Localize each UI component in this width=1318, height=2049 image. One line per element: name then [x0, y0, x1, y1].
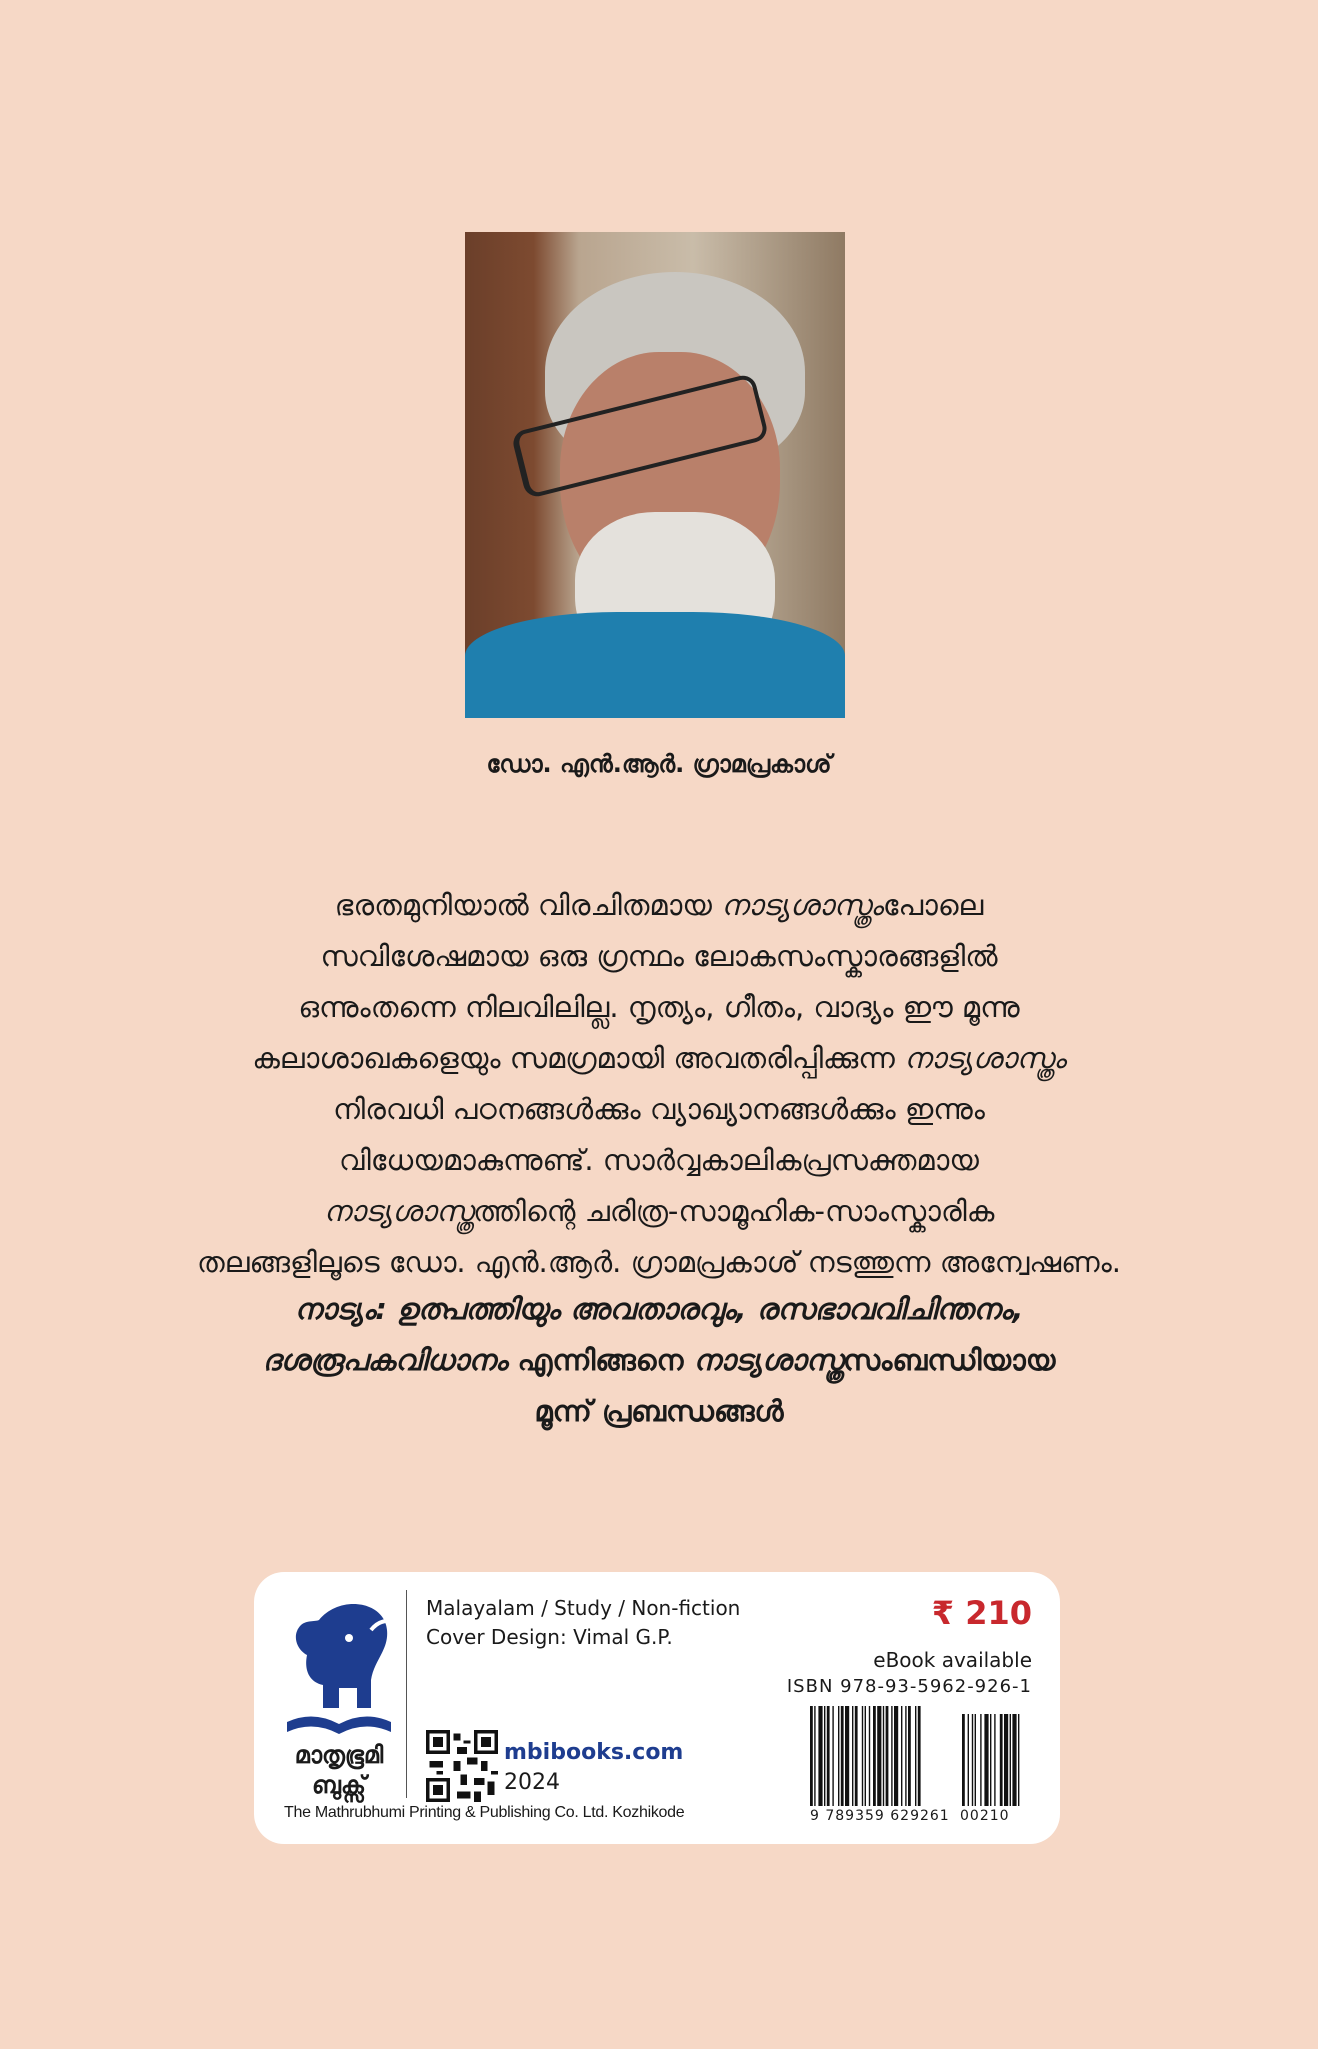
logo-wordmark: മാതൃഭൂമി ബുക്സ് — [294, 1741, 384, 1799]
book-meta — [426, 1594, 740, 1652]
price: ₹ 210 — [931, 1594, 1032, 1632]
contents-summary: നാട്യം: ഉത്പത്തിയും അവതാരവും, രസഭാവവിചിന്തനം, ദശരൂപകവിധാനം എന്നിങ്ങനെ നാട്യശാസ്ത്രസംബന്ധിയായ മൂന്ന് പ്രബന്ധങ്ങൾ — [262, 1292, 1056, 1428]
barcode-addon: 00210 — [960, 1808, 1010, 1824]
barcode-icon — [810, 1706, 1032, 1810]
category-line: Malayalam / Study / Non-fiction — [426, 1596, 741, 1620]
divider — [406, 1590, 407, 1798]
cover-design-line: Cover Design: Vimal G.P. — [426, 1625, 673, 1649]
publisher-info-box — [254, 1572, 1060, 1844]
elephant-book-logo-icon — [279, 1590, 399, 1750]
website-link: mbibooks.com — [504, 1740, 684, 1765]
publisher-name: The Mathrubhumi Printing & Publishing Co. Ltd. Kozhikode — [284, 1804, 685, 1821]
author-photo — [465, 232, 845, 718]
isbn: ISBN 978-93-5962-926-1 — [786, 1676, 1032, 1697]
qr-code-icon — [426, 1730, 498, 1802]
publication-year: 2024 — [504, 1770, 560, 1795]
barcode-number: 9 789359 629261 — [810, 1808, 950, 1824]
ebook-note: eBook available — [873, 1648, 1032, 1672]
author-caption: ഡോ. എൻ.ആർ. ഗ്രാമപ്രകാശ് — [486, 750, 832, 778]
blurb-paragraph: ഭരതമുനിയാൽ വിരചിതമായ നാട്യശാസ്ത്രംപോലെ സവിശേഷമായ ഒരു ഗ്രന്ഥം ലോകസംസ്കാരങ്ങളിൽ ഒന്നുംതന്നെ നിലവിലില്ല. നൃത്യം, ഗീതം, വാദ്യം ഈ മൂന്നു കലാശാഖകളെയും സമഗ്രമായി അവതരിപ്പിക്കുന്ന നാട്യശാസ്ത്രം നിരവധി പഠനങ്ങൾക്കും വ്യാഖ്യാനങ്ങൾക്കും ഇന്നും വിധേയമാകുന്നുണ്ട്. സാർവ്വകാലികപ്രസക്തമായ നാട്യശാസ്ത്രത്തിന്റെ ചരിത്ര-സാമൂഹിക-സാംസ്കാരിക തലങ്ങളിലൂടെ ഡോ. എൻ.ആർ. ഗ്രാമപ്രകാശ് നടത്തുന്ന അന്വേഷണം. — [197, 888, 1121, 1279]
